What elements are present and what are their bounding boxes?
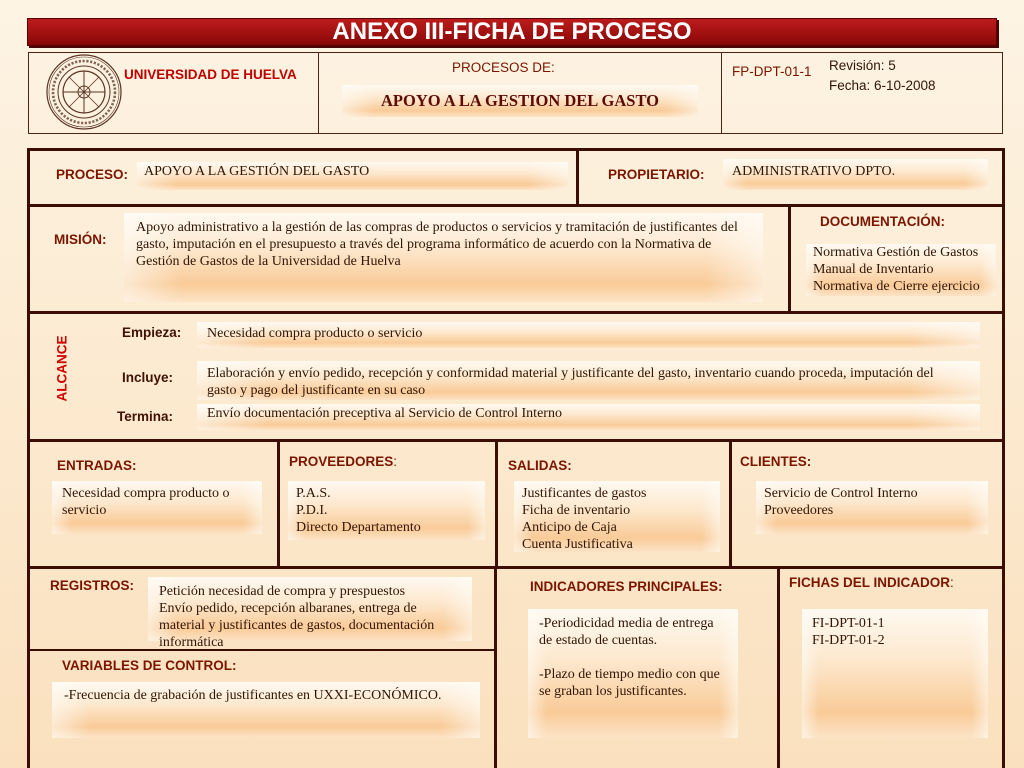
documentation-box bbox=[806, 244, 996, 296]
mission-text-line: gasto, imputación en el presupuesto a través del programa informático de acuerdo con la Normativa de bbox=[136, 237, 712, 252]
process-value-box bbox=[137, 162, 568, 190]
indicator-sheets-label-text: FICHAS DEL INDICADOR bbox=[789, 575, 951, 590]
indicator-sheet-item: FI-DPT-01-2 bbox=[812, 633, 885, 648]
revision-date: Fecha: 6-10-2008 bbox=[829, 78, 936, 93]
client-item: Proveedores bbox=[764, 503, 834, 518]
section-divider bbox=[277, 439, 280, 569]
control-variables-label: VARIABLES DE CONTROL: bbox=[62, 658, 237, 673]
suppliers-label-text: PROVEEDORES bbox=[289, 454, 394, 469]
clients-label: CLIENTES: bbox=[740, 454, 812, 469]
mission-text-line: Gestión de Gastos de la Universidad de Huelva bbox=[136, 254, 401, 269]
revision-number: Revisión: 5 bbox=[829, 58, 896, 73]
suppliers-label bbox=[289, 453, 397, 470]
documentation-item: Normativa Gestión de Gastos bbox=[813, 245, 979, 260]
indicators-label: INDICADORES PRINCIPALES: bbox=[530, 579, 723, 594]
scope-includes-line: gasto y pago del justificante en su caso bbox=[207, 383, 426, 398]
records-line: Envío pedido, recepción albaranes, entrega de bbox=[159, 601, 417, 616]
scope-starts-box bbox=[197, 322, 980, 348]
indicator-line: -Periodicidad media de entrega bbox=[539, 616, 714, 631]
scope-ends-box bbox=[197, 404, 980, 430]
documentation-label: DOCUMENTACIÓN: bbox=[820, 214, 945, 229]
process-group-label: PROCESOS DE: bbox=[452, 60, 555, 75]
university-seal-icon bbox=[44, 53, 124, 131]
output-item: Cuenta Justificativa bbox=[522, 537, 633, 552]
section-divider bbox=[788, 204, 791, 314]
suppliers-label-colon: : bbox=[393, 454, 398, 469]
outputs-label: SALIDAS: bbox=[508, 458, 572, 473]
mission-text-box bbox=[124, 213, 763, 302]
scope-starts-text: Necesidad compra producto o servicio bbox=[207, 326, 423, 341]
page-title: ANEXO III-FICHA DE PROCESO bbox=[332, 18, 692, 45]
document-code: FP-DPT-01-1 bbox=[732, 64, 812, 79]
indicator-line: se graban los justificantes. bbox=[539, 684, 687, 699]
process-group-name: APOYO A LA GESTION DEL GASTO bbox=[381, 91, 659, 110]
scope-ends-label: Termina: bbox=[117, 409, 174, 424]
output-item: Ficha de inventario bbox=[522, 503, 631, 518]
section-divider bbox=[495, 439, 498, 569]
section-divider bbox=[729, 439, 732, 569]
output-item: Justificantes de gastos bbox=[522, 486, 647, 501]
owner-value: ADMINISTRATIVO DPTO. bbox=[732, 164, 896, 179]
records-line: material y justificantes de gastos, documentación bbox=[159, 618, 435, 633]
process-group-box bbox=[342, 85, 698, 117]
section-divider bbox=[494, 566, 497, 768]
indicator-line: de estado de cuentas. bbox=[539, 633, 658, 648]
inputs-box bbox=[52, 481, 262, 534]
indicator-item bbox=[539, 666, 738, 700]
inputs-label: ENTRADAS: bbox=[57, 458, 137, 473]
records-line: Petición necesidad de compra y prespuestos bbox=[159, 584, 406, 599]
supplier-item: P.D.I. bbox=[296, 503, 328, 518]
documentation-item: Normativa de Cierre ejercicio bbox=[813, 279, 980, 294]
mission-label: MISIÓN: bbox=[54, 232, 107, 247]
indicator-sheets-box bbox=[802, 609, 988, 738]
scope-includes-box bbox=[197, 361, 980, 400]
control-variable-line: -Frecuencia de grabación de justificantes en UXXI-ECONÓMICO. bbox=[64, 688, 442, 703]
process-label: PROCESO: bbox=[56, 167, 129, 182]
owner-label: PROPIETARIO: bbox=[608, 167, 705, 182]
clients-box bbox=[756, 481, 988, 534]
outputs-box bbox=[514, 481, 720, 552]
inputs-line: servicio bbox=[62, 503, 107, 518]
scope-label: ALCANCE bbox=[54, 335, 70, 402]
indicators-box bbox=[528, 609, 738, 738]
header-cell-divider bbox=[721, 52, 722, 134]
suppliers-box bbox=[288, 481, 485, 540]
scope-includes-line: Elaboración y envío pedido, recepción y conformidad material y justificante del gasto, inventario cuando proceda, imputación del bbox=[207, 366, 934, 381]
control-variables-box bbox=[52, 682, 480, 738]
process-value: APOYO A LA GESTIÓN DEL GASTO bbox=[144, 164, 370, 179]
indicator-sheet-item: FI-DPT-01-1 bbox=[812, 616, 885, 631]
client-item: Servicio de Control Interno bbox=[764, 486, 918, 501]
scope-ends-text: Envío documentación preceptiva al Servicio de Control Interno bbox=[207, 406, 562, 421]
supplier-item: P.A.S. bbox=[296, 486, 331, 501]
indicator-sheets-label-colon: : bbox=[950, 575, 954, 590]
supplier-item: Directo Departamento bbox=[296, 520, 421, 535]
indicator-sheets-label bbox=[789, 574, 954, 591]
inputs-line: Necesidad compra producto o bbox=[62, 486, 230, 501]
scope-includes-label: Incluye: bbox=[122, 370, 174, 385]
mission-text-line: Apoyo administrativo a la gestión de las compras de productos o servicios y tramitación de justificantes del bbox=[136, 220, 738, 235]
university-name: UNIVERSIDAD DE HUELVA bbox=[124, 67, 297, 82]
indicator-line: -Plazo de tiempo medio con que bbox=[539, 667, 720, 682]
title-bar bbox=[27, 18, 997, 46]
records-line: informática bbox=[159, 635, 224, 650]
indicator-item bbox=[539, 615, 738, 649]
section-divider bbox=[576, 148, 579, 207]
records-label: REGISTROS: bbox=[50, 578, 135, 593]
documentation-item: Manual de Inventario bbox=[813, 262, 934, 277]
output-item: Anticipo de Caja bbox=[522, 520, 617, 535]
owner-value-box bbox=[723, 159, 988, 190]
section-divider bbox=[777, 566, 780, 768]
header-cell-divider bbox=[318, 52, 319, 134]
scope-starts-label: Empieza: bbox=[122, 325, 182, 340]
records-box bbox=[148, 577, 472, 650]
